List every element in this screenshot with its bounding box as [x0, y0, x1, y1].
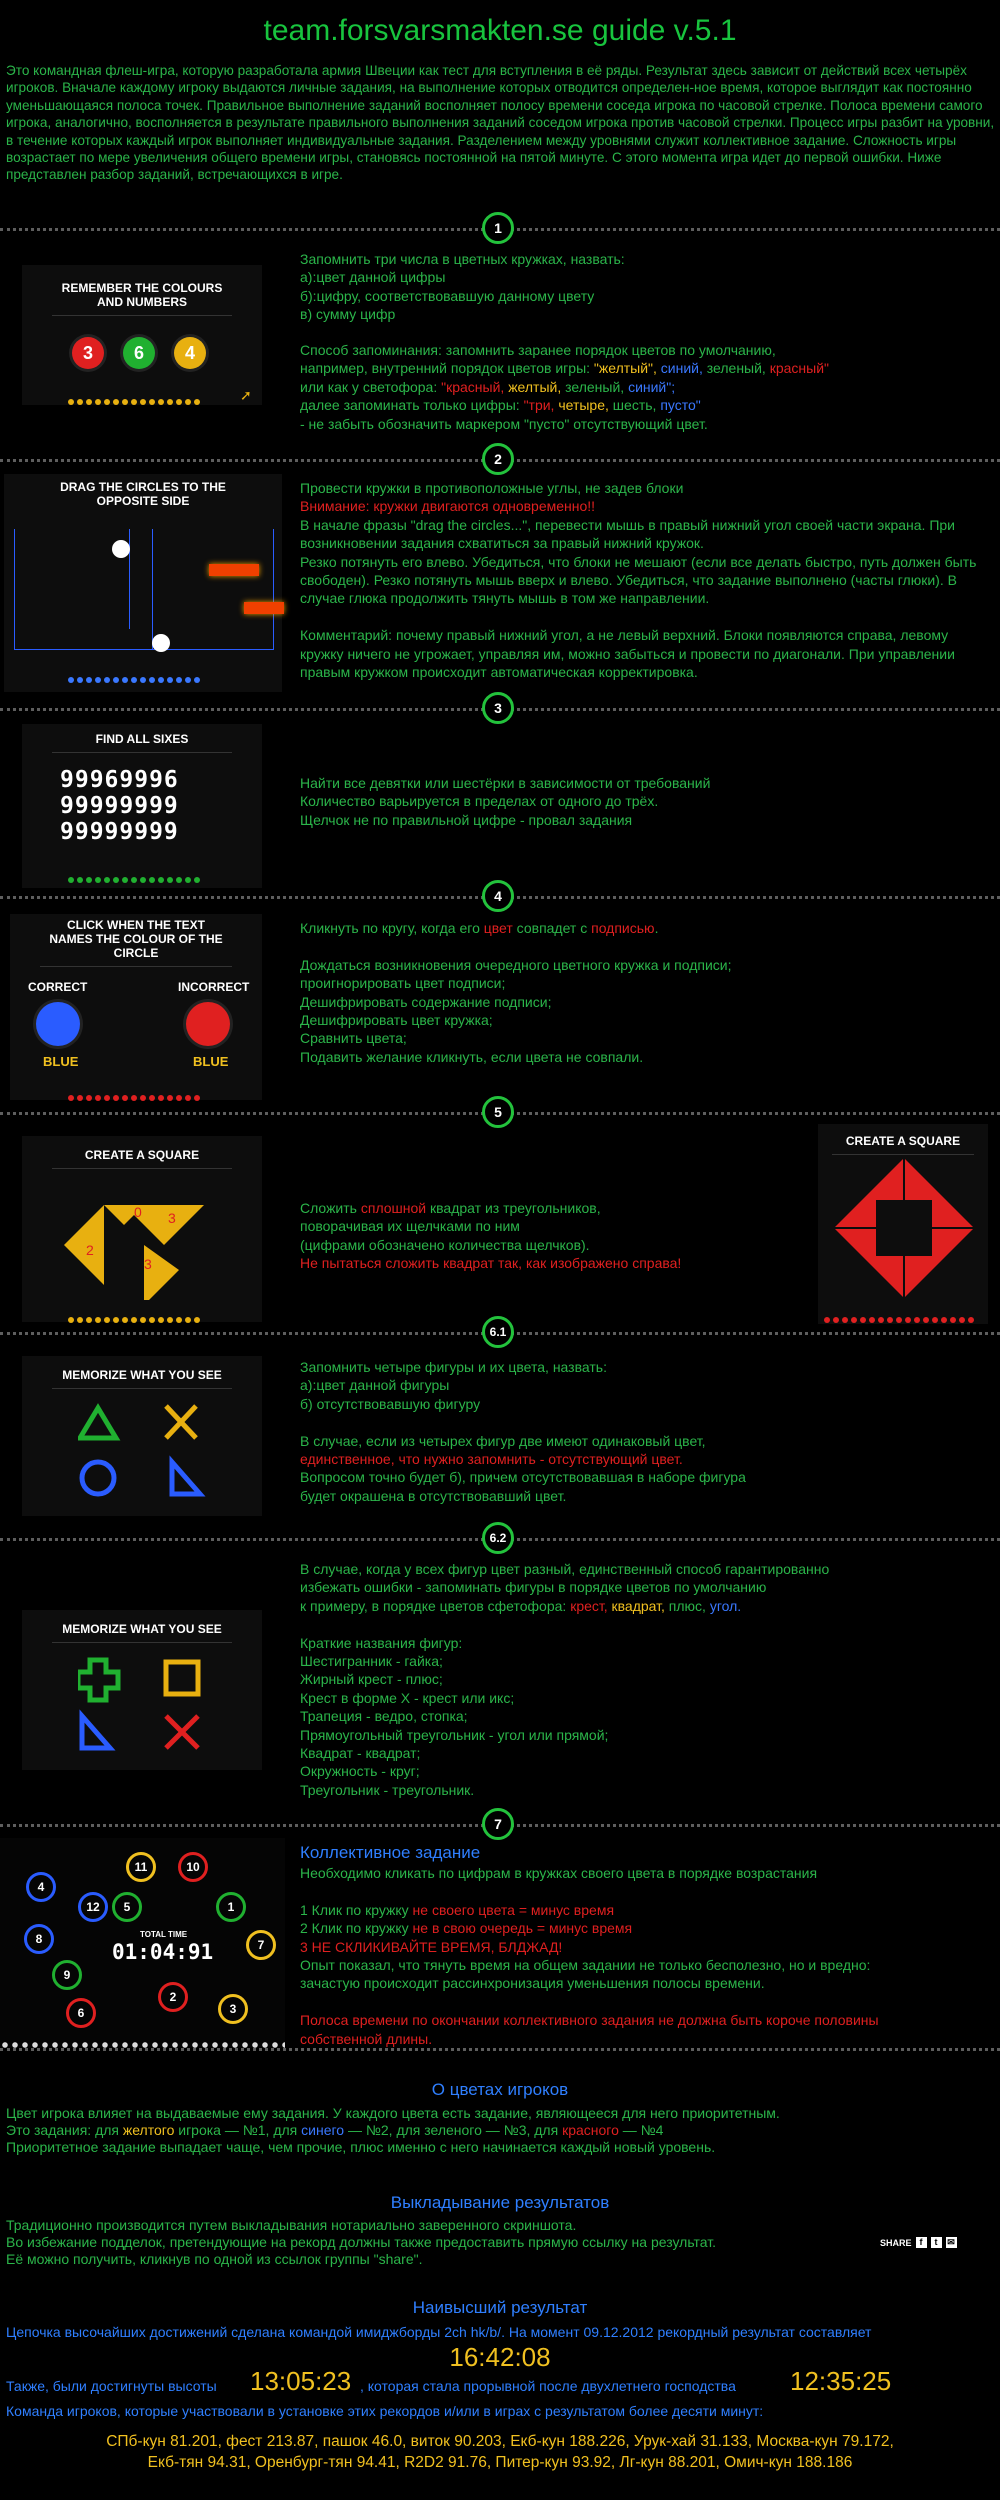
task5-num: 3: [168, 1210, 176, 1226]
players-list: [0, 2431, 1000, 2473]
task1-circle-red: 3: [72, 337, 104, 369]
task4-word-right: BLUE: [193, 1054, 229, 1069]
separator-6-1: [0, 1325, 1000, 1339]
task2-text: Провести кружки в противоположные углы, не задев блоки Внимание: кружки двигаются одновременно!! В начале фразы "drag the circles...", перевести мышь в правый нижний угол своей части экрана. При возникновении задания схватиться за правый нижний кружок. Резко потянуть его влево. Убедиться, что блоки не мешают (если все делать быстро, путь должен быть свободен). Резко потянуть мышь вверх и влево. Убедиться, что задание выполнено (часты глюки). В случае глюка продолжить тянуть мышь в том же направлении. Комментарий: почему правый нижний угол, а не левый верхний. Блоки появляются справа, левому кружку ничего не угрожает, управляя им, можно забыться и провести по диагонали. При управлении правым кружком происходит автоматическая корректировка.: [300, 480, 977, 681]
task2-block-2: [244, 602, 284, 614]
collective-circle[interactable]: 7: [246, 1930, 276, 1960]
task7-time-bar: [0, 2042, 285, 2048]
task61-shapes: [78, 1402, 228, 1502]
separator-4: [0, 888, 1000, 904]
task4-panel-title: CLICK WHEN THE TEXT NAMES THE COLOUR OF THE CIRCLE: [49, 918, 223, 960]
task-badge-2: 2: [482, 443, 514, 475]
record-line3: Команда игроков, которые участвовали в установке этих рекордов и/или в играх с результатом более десяти минут:: [6, 2403, 764, 2419]
intro-text: Это командная флеш-игра, которую разработала армия Швеции как тест для вступления в её ряды. Результат здесь зависит от действий всех четырёх игроков. Вначале каждому игроку выдаются личные задания, на выполнение которых отводится определен-ное время, которое выглядит как постоянно уменьшающаяся полоса точек. Правильное выполнение заданий восполняет полосу времени соседа игрока по часовой стрелке. Полоса времени самого игрока, аналогично, восполняется в результате правильного выполнения заданий соседом игрока против часовой стрелки. Процесс игры разбит на уровни, в течение которых каждый игрок выполняет индивидуальные задания. Разделением между уровнями служит коллективное задание. Сложность игры возрастает по мере увеличения общего времени игры, становясь постоянной на пятой минуте. С этого момента игра идет до первой ошибки. Ниже представлен разбор заданий, встречающихся в игре.: [6, 63, 995, 183]
collective-circle[interactable]: 4: [26, 1872, 56, 1902]
collective-circle[interactable]: 8: [24, 1924, 54, 1954]
task5-wrong-example: [818, 1124, 988, 1324]
task62-screenshot: [22, 1610, 262, 1770]
task5-panel-title: CREATE A SQUARE: [84, 1148, 200, 1162]
task1-panel-title: REMEMBER THE COLOURS AND NUMBERS: [61, 281, 223, 309]
task5-num: 3: [144, 1256, 152, 1272]
separator-2: [0, 451, 1000, 467]
task3-screenshot: [22, 724, 262, 888]
record-heading: Наивысший результат: [412, 2298, 588, 2317]
task3-time-bar: [68, 870, 203, 876]
colors-text: Цвет игрока влияет на выдаваемые ему задания. У каждого цвета есть задание, являющееся для него приоритетным. Это задания: для желтого игрока — №1, для синего — №2, для зеленого — №3, для красного — №4 Приоритетное задание выпадает чаще, чем прочие, плюс именно с него начинается каждый новый уровень.: [6, 2105, 780, 2155]
collective-circle[interactable]: 1: [216, 1892, 246, 1922]
task1-screenshot: [22, 265, 262, 405]
task4-correct-label: CORRECT: [28, 980, 88, 994]
task4-screenshot: [10, 914, 262, 1100]
task-badge-1: 1: [482, 212, 514, 244]
collective-circle[interactable]: 11: [126, 1852, 156, 1882]
record-time: 16:42:08: [449, 2342, 551, 2372]
collective-circle[interactable]: 6: [66, 1998, 96, 2028]
task-badge-5: 5: [482, 1096, 514, 1128]
task-badge-6-1: 6.1: [482, 1316, 514, 1348]
task2-time-bar: [68, 670, 203, 676]
separator-3: [0, 700, 1000, 716]
task4-word-left: BLUE: [43, 1054, 79, 1069]
task3-row[interactable]: 99969996: [60, 767, 179, 793]
task4-circle-red[interactable]: [186, 1002, 230, 1046]
total-time-label: TOTAL TIME: [140, 1930, 188, 1939]
task62-shapes: [78, 1656, 228, 1756]
players-line: Екб-тян 94.31, Оренбург-тян 94.41, R2D2 91.76, Питер-кун 93.92, Лг-кун 88.201, Омич-кун 188.186: [147, 2454, 853, 2471]
task-badge-7: 7: [482, 1808, 514, 1840]
share-bar: [880, 2237, 957, 2248]
collective-circle[interactable]: 3: [218, 1994, 248, 2024]
results-heading: Выкладывание результатов: [390, 2193, 610, 2212]
task5-num: 2: [86, 1242, 94, 1258]
task2-circle-right: [152, 634, 170, 652]
collective-circle[interactable]: 5: [112, 1892, 142, 1922]
separator-5: [0, 1104, 1000, 1120]
record-line2: Также, были достигнуты высоты 13:05:23 , которая стала прорывной после двухлетнего господства 12:35:25: [6, 2366, 892, 2396]
task5-wrong-time-bar: [824, 1310, 977, 1316]
task1-time-bar: [68, 392, 203, 398]
share-label: SHARE: [880, 2237, 912, 2248]
task61-panel-title: MEMORIZE WHAT YOU SEE: [62, 1368, 222, 1382]
task2-circle-left: [112, 540, 130, 558]
total-time-value: 01:04:91: [112, 1940, 214, 1964]
task7-text: Необходимо кликать по цифрам в кружках своего цвета в порядке возрастания 1 Клик по кружку не своего цвета = минус время 2 Клик по кружку не в свою очередь = минус время 3 НЕ СКЛИКИВАЙТЕ ВРЕМЯ, БЛДЖАД! Опыт показал, что тянуть время на общем задании не только бесполезно, но и вредно: зачастую происходит рассинхронизация уменьшения полосы времени. Полоса времени по окончании коллективного задания не должна быть короче половины собственной длины.: [300, 1865, 879, 2047]
task5-screenshot: [22, 1136, 262, 1322]
task62-text: В случае, когда у всех фигур цвет разный, единственный способ гарантированно избежать ошибки - запоминать фигуры в порядке цветов по умолчанию к примеру, в порядке цветов сфетофора: крест, квадрат, плюс, угол. Краткие названия фигур: Шестигранник - гайка; Жирный крест - плюс; Крест в форме Х - крест или икс; Трапеция - ведро, стопка; Прямоугольный треугольник - угол или прямой; Квадрат - квадрат; Окружность - круг; Треугольник - треугольник.: [300, 1561, 830, 1798]
task3-row[interactable]: 99999999: [60, 819, 179, 845]
task1-text-b: Способ запоминания: запомнить заранее порядок цветов по умолчанию, например, внутренний порядок цветов игры: "желтый", синий, зеленый, красный" или как у светофора: "красный, желтый, зеленый, синий"; далее запоминать только цифры: "три, четыре, шесть, пусто" - не забыть обозначить маркером "пусто" отсутствующий цвет.: [300, 342, 829, 432]
task1-circle-yellow: 4: [174, 337, 206, 369]
task-badge-6-2: 6.2: [482, 1522, 514, 1554]
task5-num: 0: [134, 1204, 142, 1220]
task61-text: Запомнить четыре фигуры и их цвета, назвать: а):цвет данной фигуры б) отсутствовавшую фигуру В случае, если из четырех фигур две имеют одинаковый цвет, единственное, что нужно запомнить - отсутствующий цвет. Вопросом точно будет б), причем отсутствовавшая в наборе фигура будет окрашена в отсутствовавший цвет.: [300, 1359, 746, 1504]
task4-time-bar: [68, 1088, 203, 1094]
players-line: СПб-кун 81.201, фест 213.87, пашок 46.0, виток 90.203, Екб-кун 188.226, Урук-хай 31.133, Москва-кун 79.172,: [106, 2433, 894, 2450]
collective-circle[interactable]: 12: [78, 1892, 108, 1922]
collective-circle[interactable]: 2: [158, 1982, 188, 2012]
separator-7: [0, 1816, 1000, 1832]
task5-wrong-square: [834, 1158, 974, 1298]
task5-text: Сложить сплошной квадрат из треугольников, поворачивая их щелчками по ним (цифрами обозначено количества щелчков). Не пытаться сложить квадрат так, как изображено справа!: [300, 1200, 682, 1272]
email-icon[interactable]: ✉: [947, 2237, 955, 2247]
task7-screenshot: [0, 1838, 285, 2048]
task5-time-bar: [68, 1310, 203, 1316]
collective-circle[interactable]: 10: [178, 1852, 208, 1882]
collective-circle[interactable]: 9: [52, 1960, 82, 1990]
task-badge-3: 3: [482, 692, 514, 724]
task-badge-4: 4: [482, 880, 514, 912]
cursor-icon: ➚: [240, 387, 252, 403]
task3-digit-grid[interactable]: [60, 767, 262, 845]
task1-text-a: Запомнить три числа в цветных кружках, назвать: а):цвет данной цифры б):цифру, соответствовавшую данному цвету в) сумму цифр: [300, 251, 625, 323]
task3-row[interactable]: 99999999: [60, 793, 179, 819]
task2-screenshot: [4, 474, 282, 692]
task62-panel-title: MEMORIZE WHAT YOU SEE: [62, 1622, 222, 1636]
task61-screenshot: [22, 1356, 262, 1516]
record-line1: Цепочка высочайших достижений сделана командой имиджборды 2ch hk/b/. На момент 09.12.2012 рекордный результат составляет: [6, 2324, 872, 2340]
colors-heading: О цветах игроков: [431, 2080, 569, 2099]
task7-heading: Коллективное задание: [300, 1843, 481, 1862]
task2-block-1: [209, 564, 259, 576]
task3-panel-title: FIND ALL SIXES: [95, 732, 189, 746]
results-text: Традиционно производится путем выкладывания нотариально заверенного скриншота. Во избежание подделок, претендующие на рекорд должны также предоставить прямую ссылку на результат. Её можно получить, кликнув по одной из ссылок группы "share".: [6, 2217, 717, 2267]
task4-incorrect-label: INCORRECT: [178, 980, 250, 994]
separator-6-2: [0, 1531, 1000, 1545]
task3-text: Найти все девятки или шестёрки в зависимости от требований Количество варьируется в пределах от одного до трёх. Щелчок не по правильной цифре - провал задания: [300, 775, 711, 828]
task2-panel-title: DRAG THE CIRCLES TO THE OPPOSITE SIDE: [60, 480, 226, 508]
facebook-icon[interactable]: f: [916, 2237, 927, 2248]
task5-panel-title-right: CREATE A SQUARE: [845, 1134, 961, 1148]
task1-circle-green: 6: [123, 337, 155, 369]
task4-text: Кликнуть по кругу, когда его цвет совпадет с подписью. Дождаться возникновения очередного цветного кружка и подписи; проигнорировать цвет подписи; Дешифрировать содержание подписи; Дешифрировать цвет кружка; Сравнить цвета; Подавить желание кликнуть, если цвета не совпали.: [300, 920, 732, 1065]
separator-1: [0, 220, 1000, 236]
task4-circle-blue[interactable]: [36, 1002, 80, 1046]
page-title: team.forsvarsmakten.se guide v.5.1: [263, 14, 737, 47]
twitter-icon[interactable]: t: [931, 2237, 942, 2248]
